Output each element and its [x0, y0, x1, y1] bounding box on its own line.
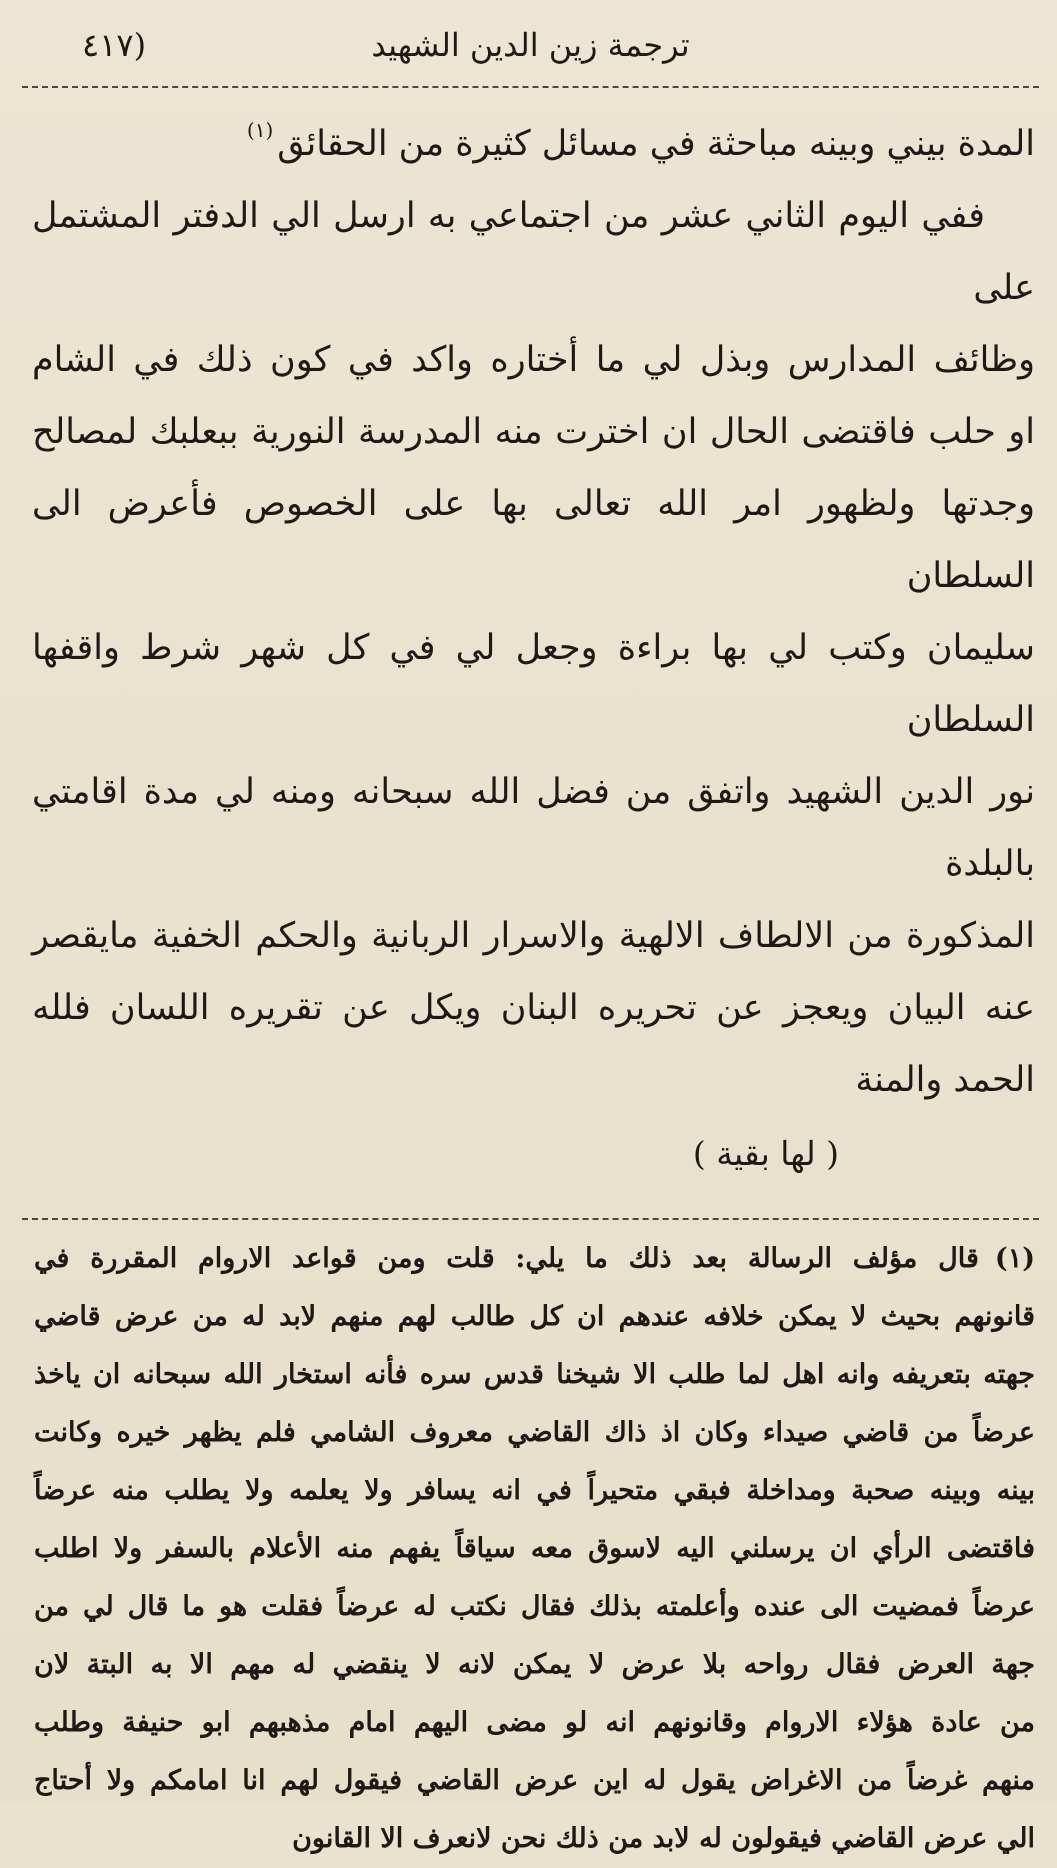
footnote-line-9: من عادة هؤلاء الاروام وقانونهم انه لو مضى اليهم امام مذهبهم ابو حنيفة وطلب: [34, 1707, 1035, 1738]
main-line-1: [32, 94, 1035, 180]
main-line-1-text: المدة بيني وبينه مباحثة في مسائل كثيرة من الحقائق: [277, 124, 1035, 164]
header-rule: [22, 86, 1039, 88]
running-title: ترجمة زين الدين الشهيد: [371, 26, 690, 64]
footnote-line-8: جهة العرض فقال رواحه بلا عرض لا يمكن لانه لا ينقضي له مهم الا به البتة لان: [34, 1649, 1035, 1680]
main-line-9: عنه البيان ويعجز عن تحريره البنان ويكل عن تقريره اللسان فلله الحمد والمنة: [32, 988, 1035, 1100]
page-header: [22, 22, 1039, 80]
main-line-5: وجدتها ولظهور امر الله تعالى بها على الخصوص فأعرض الى السلطان: [32, 484, 1035, 596]
footnote-reference: (١): [246, 118, 274, 142]
footnote-line-10: منهم غرضاً من الاغراض يقول له اين عرض القاضي فيقول لهم انا امامكم ولا أحتاج: [34, 1765, 1035, 1796]
page-number: ٤١٧): [82, 26, 147, 64]
main-line-8: المذكورة من الالطاف الالهية والاسرار الربانية والحكم الخفية مايقصر: [32, 916, 1035, 956]
continued-label: ( لها بقية ): [692, 1134, 839, 1173]
main-line-3: وظائف المدارس وبذل لي ما أختاره واكد في كون ذلك في الشام: [32, 340, 1035, 380]
main-line-6: سليمان وكتب لي بها براءة وجعل لي في كل شهر شرط واقفها السلطان: [32, 628, 1035, 740]
footnote-line-11: الي عرض القاضي فيقولون له لابد من ذلك نحن لانعرف الا القانون: [292, 1823, 1035, 1854]
footnote-number: (١): [994, 1243, 1035, 1274]
footnote-separator: [22, 1218, 1039, 1220]
footnote-line-1: [34, 1230, 1035, 1288]
footnote-line-7: عرضاً فمضيت الى عنده وأعلمته بذلك فقال نكتب له عرضاً فقلت هو ما قال لي من: [34, 1591, 1035, 1622]
footnote-line-3: جهته بتعريفه وانه اهل لما طلب الا شيخنا قدس سره فأنه استخار الله سبحانه ان ياخذ: [34, 1359, 1035, 1390]
footnote-block: [22, 1230, 1039, 1868]
main-line-4: او حلب فاقتضى الحال ان اخترت منه المدرسة النورية ببعلبك لمصالح: [32, 412, 1035, 452]
main-text: [22, 94, 1039, 1116]
footnote-line-4: عرضاً من قاضي صيداء وكان اذ ذاك القاضي معروف الشامي فلم يظهر خيره وكانت: [34, 1417, 1035, 1448]
main-line-7: نور الدين الشهيد واتفق من فضل الله سبحانه ومنه لي مدة اقامتي بالبلدة: [32, 772, 1035, 884]
footnote-line-5: بينه وبينه صحبة ومداخلة فبقي متحيراً في انه يسافر ولا يعلمه ولا يطلب منه عرضاً: [34, 1475, 1035, 1506]
footnote-line-1-text: قال مؤلف الرسالة بعد ذلك ما يلي: قلت ومن قواعد الاروام المقررة في: [34, 1243, 979, 1274]
footnote-line-6: فاقتضى الرأي ان يرسلني اليه لاسوق معه سياقاً يفهم منه الأعلام بالسفر ولا اطلب: [34, 1533, 1035, 1564]
main-line-2: ففي اليوم الثاني عشر من اجتماعي به ارسل الي الدفتر المشتمل على: [32, 196, 1035, 308]
footnote-line-2: قانونهم بحيث لا يمكن خلافه عندهم ان كل طالب لهم منهم لابد له من عرض قاضي: [34, 1301, 1036, 1332]
